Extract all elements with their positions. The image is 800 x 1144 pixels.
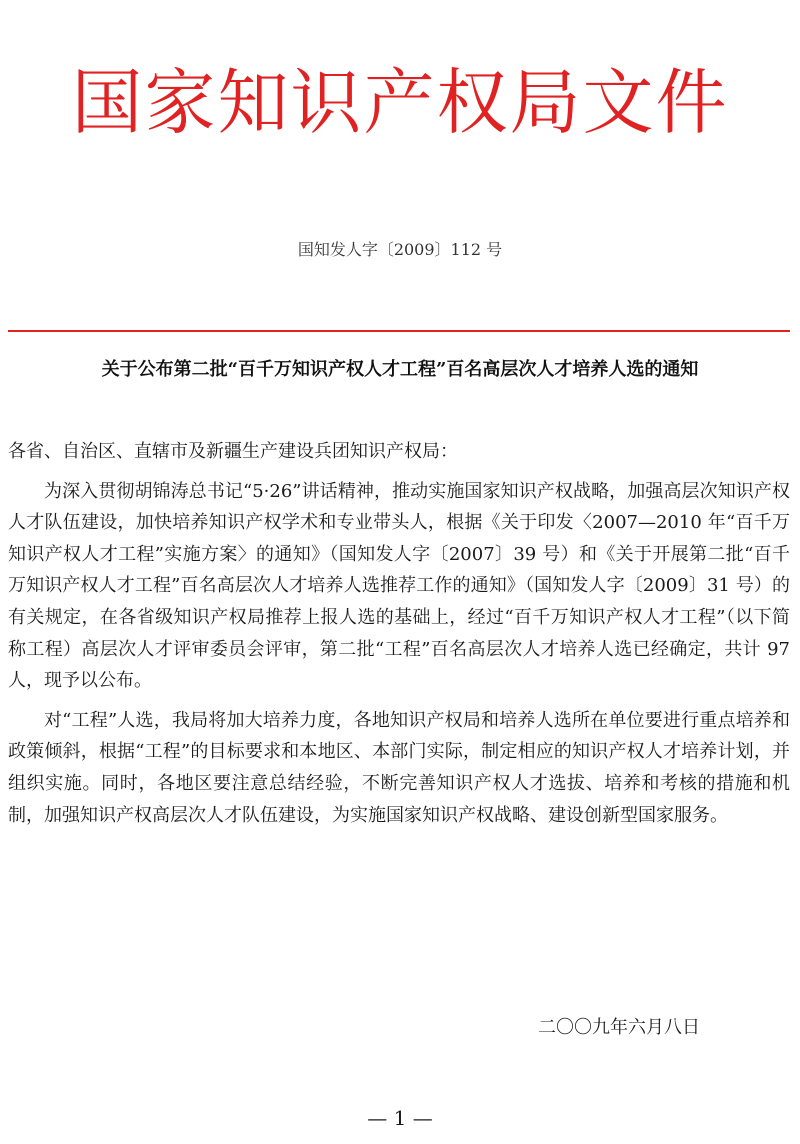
- signature-date: 二〇〇九年六月八日: [538, 1017, 700, 1038]
- notice-body: [8, 436, 790, 831]
- document-header-title: 国家知识产权局文件: [71, 61, 729, 144]
- salutation: 各省、自治区、直辖市及新疆生产建设兵团知识产权局：: [8, 441, 458, 462]
- body-paragraph-2: 对“工程”人选，我局将加大培养力度，各地知识产权局和培养人选所在单位要进行重点培养和政策倾斜，根据“工程”的目标要求和本地区、本部门实际，制定相应的知识产权人才培养计划，并组织实施。同时，各地区要注意总结经验，不断完善知识产权人才选拔、培养和考核的措施和机制，加强知识产权高层次人才队伍建设，为实施国家知识产权战略、建设创新型国家服务。: [8, 709, 790, 826]
- red-divider-line: [8, 330, 790, 332]
- body-paragraph-1: 为深入贯彻胡锦涛总书记“5·26”讲话精神，推动实施国家知识产权战略，加强高层次知识产权人才队伍建设，加快培养知识产权学术和专业带头人，根据《关于印发〈2007—2010 年“百千万知识产权人才工程”实施方案〉的通知》（国知发人字〔2007〕39 号）和《关于开展第二批“百千万知识产权人才工程”百名高层次人才培养人选推荐工作的通知》（国知发人字〔2009〕31 号）的有关规定，在各省级知识产权局推荐上报人选的基础上，经过“百千万知识产权人才工程”（以下简称工程）高层次人才评审委员会评审，第二批“工程”百名高层次人才培养人选已经确定，共计 97 人，现予以公布。: [8, 480, 790, 692]
- notice-subject: 关于公布第二批“百千万知识产权人才工程”百名高层次人才培养人选的通知: [101, 359, 699, 380]
- document-number: 国知发人字〔2009〕112 号: [297, 240, 503, 259]
- page-number: — 1 —: [367, 1106, 433, 1130]
